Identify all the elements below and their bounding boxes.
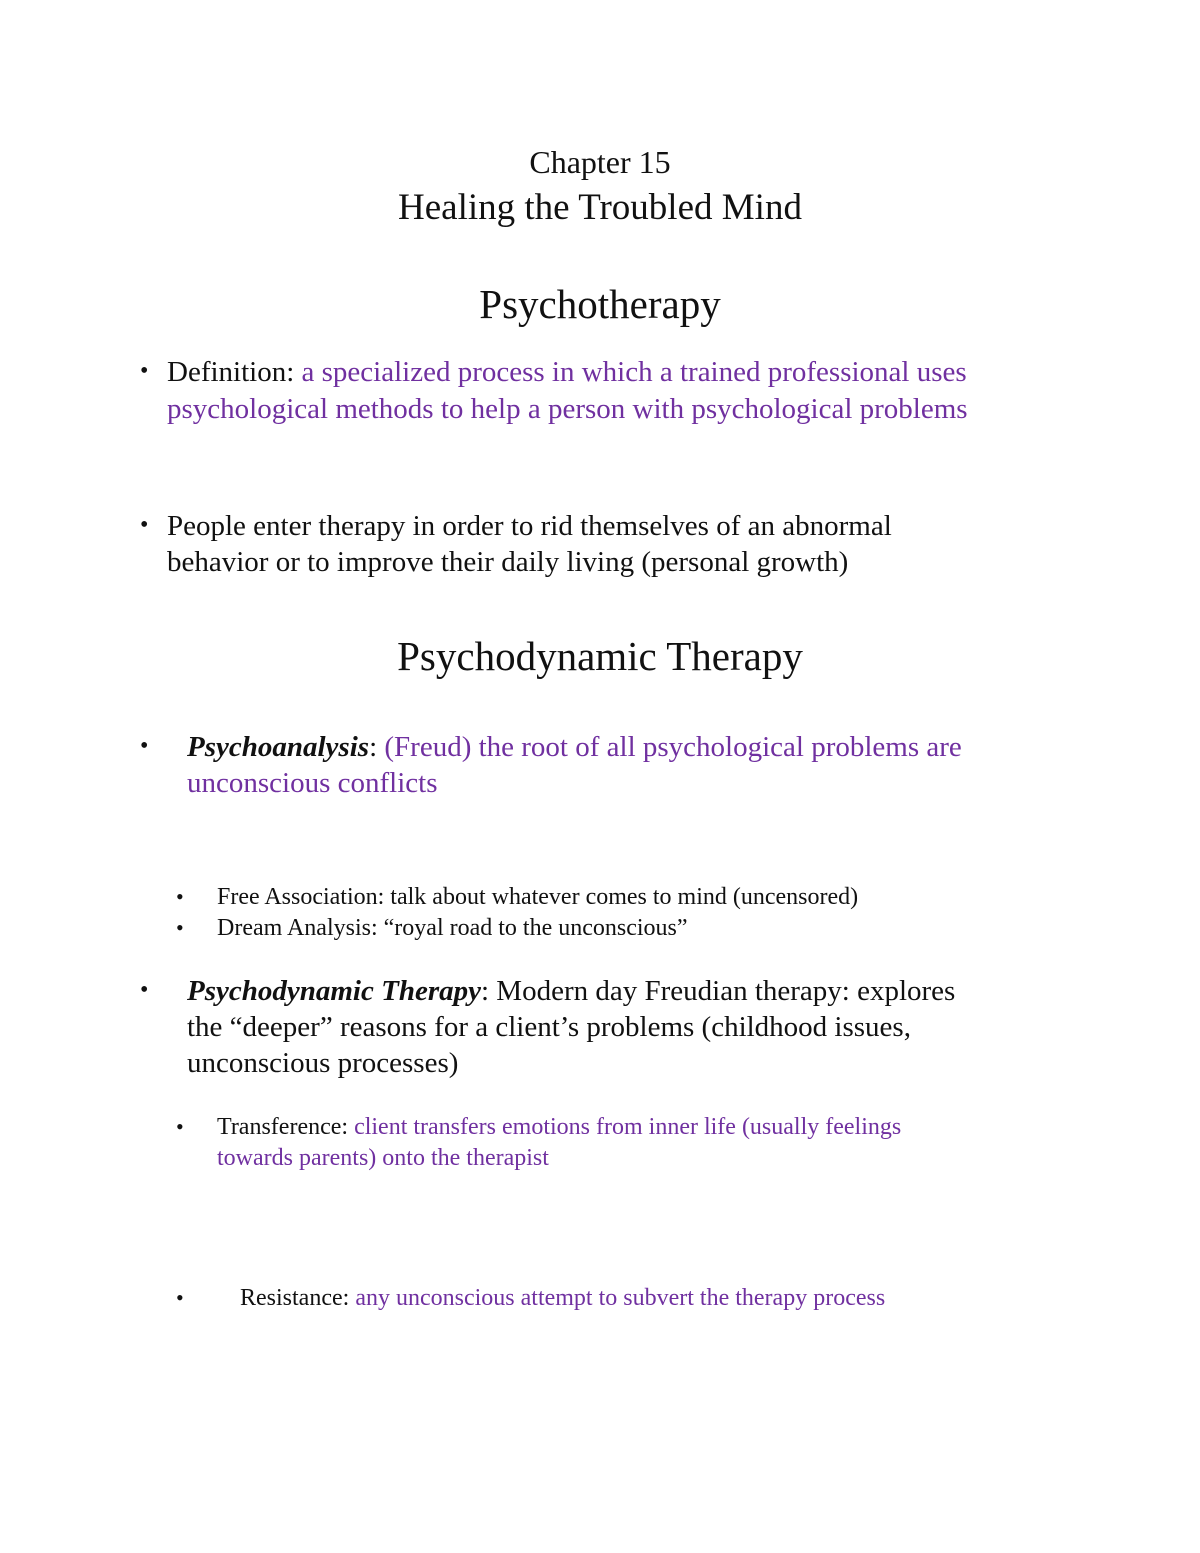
bullet-icon: • — [176, 915, 184, 940]
chapter-title: Healing the Troubled Mind — [398, 187, 802, 228]
dream-analysis-text: Dream Analysis: “royal road to the unconscious” — [217, 915, 688, 941]
psychodynamic-therapy-line-2: the “deeper” reasons for a client’s problems (childhood issues, — [187, 1011, 911, 1043]
resistance-line — [240, 1283, 885, 1314]
people-line-2: behavior or to improve their daily living (personal growth) — [167, 546, 849, 578]
bullet-icon: • — [176, 1114, 184, 1139]
psychodynamic-therapy-term: Psychodynamic Therapy — [187, 975, 481, 1007]
transference-line-1 — [217, 1112, 901, 1143]
psychoanalysis-term: Psychoanalysis — [187, 731, 370, 763]
bullet-icon: • — [140, 512, 149, 538]
bullet-icon: • — [140, 358, 149, 384]
definition-line-1 — [167, 354, 967, 390]
definition-text: a specialized process in which a trained professional uses — [301, 356, 967, 388]
chapter-number: Chapter 15 — [529, 144, 671, 180]
section-heading-psychotherapy: Psychotherapy — [479, 281, 721, 327]
psychoanalysis-text: (Freud) the root of all psychological problems are — [384, 731, 962, 763]
free-association-text: Free Association: talk about whatever comes to mind (uncensored) — [217, 884, 859, 910]
transference-label: Transference: — [217, 1114, 355, 1140]
bullet-icon: • — [140, 977, 149, 1003]
psychoanalysis-line-2: unconscious conflicts — [187, 767, 438, 799]
bullet-icon: • — [176, 884, 184, 909]
psychoanalysis-colon: : — [369, 731, 385, 763]
transference-line-2: towards parents) onto the therapist — [217, 1145, 549, 1171]
resistance-label: Resistance: — [240, 1285, 356, 1311]
psychodynamic-therapy-line-1 — [187, 973, 955, 1009]
section-heading-psychodynamic: Psychodynamic Therapy — [397, 633, 803, 679]
definition-line-2: psychological methods to help a person with psychological problems — [167, 393, 968, 425]
bullet-icon: • — [140, 733, 149, 759]
transference-text: client transfers emotions from inner life (usually feelings — [354, 1114, 902, 1140]
psychodynamic-therapy-text: : Modern day Freudian therapy: explores — [480, 975, 956, 1007]
psychoanalysis-line-1 — [187, 729, 962, 765]
people-line-1: People enter therapy in order to rid themselves of an abnormal — [167, 510, 892, 542]
resistance-text: any unconscious attempt to subvert the therapy process — [355, 1285, 886, 1311]
bullet-icon: • — [176, 1285, 184, 1310]
definition-label: Definition: — [167, 356, 302, 388]
psychodynamic-therapy-line-3: unconscious processes) — [187, 1047, 459, 1079]
